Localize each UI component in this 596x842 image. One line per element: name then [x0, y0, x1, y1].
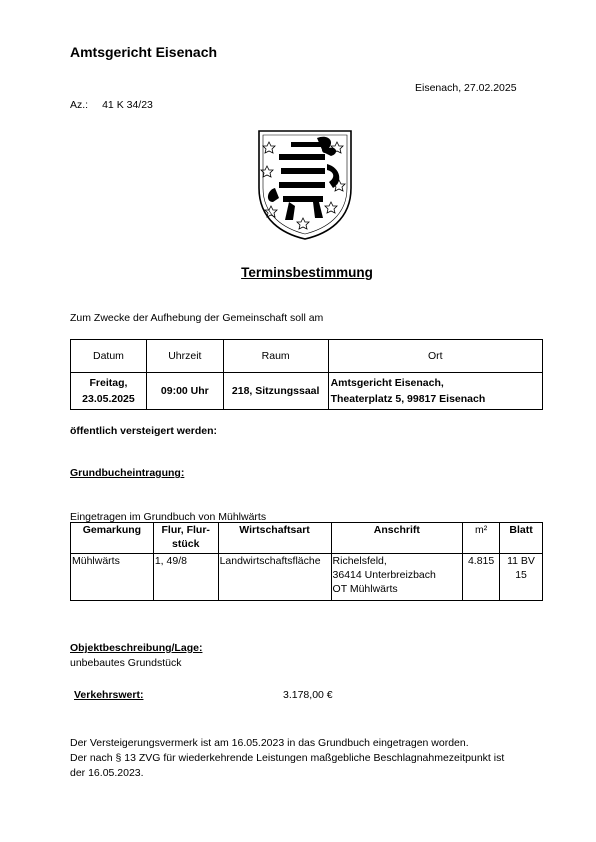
- header-ort: Ort: [328, 340, 542, 373]
- auction-text: öffentlich versteigert werden:: [70, 425, 218, 437]
- thuringia-coat-of-arms-icon: [255, 128, 355, 241]
- cell-anschrift: [331, 554, 463, 601]
- cell-m2: 4.815: [463, 554, 500, 601]
- schedule-row: [71, 373, 543, 410]
- header-datum: Datum: [71, 340, 147, 373]
- cell-gemarkung: Mühlwärts: [71, 554, 154, 601]
- cell-anschrift-line2: 36414 Unterbreizbach: [332, 569, 436, 581]
- header-raum: Raum: [223, 340, 328, 373]
- schedule-place-line2: Theaterplatz 5, 99817 Eisenach: [330, 393, 486, 405]
- schedule-table: [70, 339, 543, 410]
- document-title: Terminsbestimmung: [241, 265, 373, 280]
- cell-anschrift-line1: Richelsfeld,: [332, 555, 387, 567]
- file-number-value: 41 K 34/23: [102, 99, 153, 111]
- header-flur-line2: stück: [172, 538, 200, 550]
- schedule-room: 218, Sitzungssaal: [223, 373, 328, 410]
- cell-flur: 1, 49/8: [153, 554, 218, 601]
- schedule-place: [328, 373, 542, 410]
- schedule-time: 09:00 Uhr: [146, 373, 223, 410]
- header-flur-line1: Flur, Flur-: [161, 524, 210, 536]
- footer-line-1: Der Versteigerungsvermerk ist am 16.05.2023 in das Grundbuch eingetragen worden.: [70, 737, 469, 749]
- file-number-label: Az.:: [70, 99, 89, 111]
- cell-blatt: [500, 554, 543, 601]
- land-register-header-row: [71, 523, 543, 554]
- land-register-heading: Grundbucheintragung:: [70, 467, 185, 479]
- schedule-place-line1: Amtsgericht Eisenach,: [330, 377, 444, 389]
- footer-line-3: der 16.05.2023.: [70, 767, 144, 779]
- cell-blatt-line1: 11 BV: [507, 555, 535, 567]
- footer-line-2: Der nach § 13 ZVG für wiederkehrende Leistungen maßgebliche Beschlagnahmezeitpunkt ist: [70, 752, 505, 764]
- header-gemarkung: Gemarkung: [71, 523, 154, 554]
- object-description: unbebautes Grundstück: [70, 657, 182, 669]
- header-uhrzeit: Uhrzeit: [146, 340, 223, 373]
- place-date: Eisenach, 27.02.2025: [415, 82, 517, 94]
- schedule-date-day: 23.05.2025: [82, 393, 135, 405]
- land-register-intro: Eingetragen im Grundbuch von Mühlwärts: [70, 511, 267, 523]
- market-value-amount: 3.178,00 €: [283, 689, 333, 701]
- schedule-header-row: [71, 340, 543, 373]
- header-wirtschaftsart: Wirtschaftsart: [218, 523, 331, 554]
- header-m2: m²: [463, 523, 500, 554]
- footer-notes: [70, 736, 540, 781]
- file-number: [70, 99, 153, 111]
- land-register-table: [70, 522, 543, 601]
- header-flur: [153, 523, 218, 554]
- market-value-label: Verkehrswert:: [74, 689, 144, 701]
- schedule-date: [71, 373, 147, 410]
- header-anschrift: Anschrift: [331, 523, 463, 554]
- intro-text: Zum Zwecke der Aufhebung der Gemeinschaft soll am: [70, 312, 324, 324]
- header-blatt: Blatt: [500, 523, 543, 554]
- schedule-date-weekday: Freitag,: [89, 377, 128, 389]
- court-name: Amtsgericht Eisenach: [70, 44, 218, 60]
- object-heading: Objektbeschreibung/Lage:: [70, 642, 203, 654]
- cell-anschrift-line3: OT Mühlwärts: [332, 583, 398, 595]
- land-register-row: [71, 554, 543, 601]
- cell-blatt-line2: 15: [515, 569, 527, 581]
- cell-wirtschaftsart: Landwirtschaftsfläche: [218, 554, 331, 601]
